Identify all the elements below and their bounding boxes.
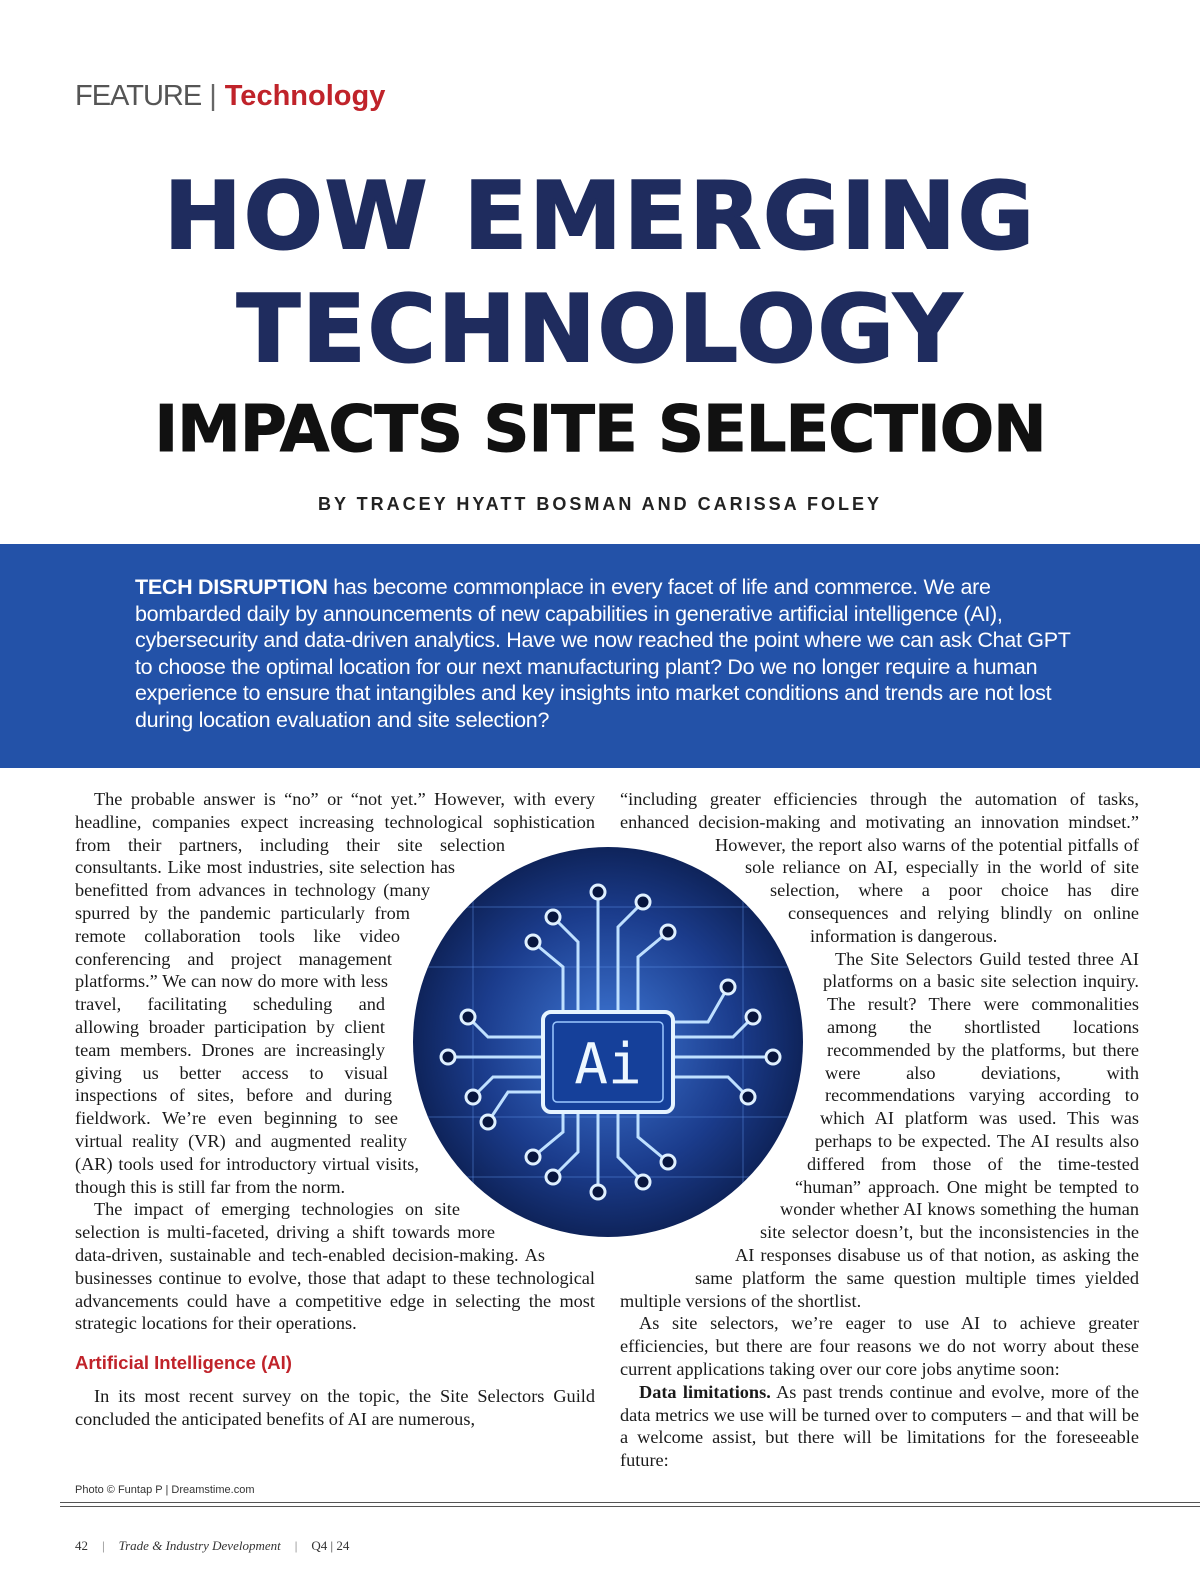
intro-deck [0,544,1200,768]
page-footer [75,1538,349,1554]
title-line-2: TECHNOLOGY [236,275,964,383]
kicker-label: FEATURE [75,80,202,112]
byline: BY TRACEY HYATT BOSMAN AND CARISSA FOLEY [317,494,883,514]
right-paragraph-3: As site selectors, we’re eager to use AI to achieve greater efficiencies, but there are four reasons we do not worry about these current applications taking over our core jobs anytime soon: [620,1313,1139,1379]
footer-rule [60,1502,1200,1503]
footer-rule-2 [60,1506,1200,1507]
left-paragraph-2: The impact of emerging technologies on site selection is multi-faceted, driving a shift towards more data-driven, sustainable and tech-enabled decision-making. As businesses continue to evolve, those that adapt to these technological advancements could have a competitive edge in selecting the most strategic locations for their operations. [75,1199,595,1334]
right-paragraph-4 [620,1381,1139,1472]
deck-paragraph [135,574,1080,733]
data-limitations-text: As past trends continue and evolve, more of the data metrics we use will be turned over to computers – and that will be a welcome assist, but there will be limitations for the foreseeable future: [620,1381,1139,1471]
kicker-section: Technology [224,80,386,112]
ai-circuit-photo [413,847,803,1237]
left-paragraph-3: In its most recent survey on the topic, the Site Selectors Guild concluded the anticipated benefits of AI are numerous, [75,1385,595,1429]
subhead-ai: Artificial Intelligence (AI) [75,1352,292,1374]
data-limitations-lead: Data limitations. [639,1381,771,1402]
left-paragraph-1: The probable answer is “no” or “not yet.” However, with every headline, companies expect increasing technological sophistication from their partners, including their site selection consultants. Like most industries, site selection has benefitted from advances in technology (many spurred by the pandemic particularly from remote collaboration tools like video conferencing and project management platforms.” We can now do more with less travel, facilitating scheduling and allowing broader participation by client team members. Drones are increasingly giving us better access to visual inspections of sites, before and during fieldwork. We’re even beginning to see virtual reality (VR) and augmented reality (AR) tools used for introductory virtual visits, though this is still far from the norm. [75,789,595,1197]
title-line-3: IMPACTS SITE SELECTION [154,393,1046,467]
right-paragraph-2: The Site Selectors Guild tested three AI platforms on a basic site selection inquiry. The result? There were commonalities among the shortlisted locations recommended by the platforms, but there were also deviations, with recommendations varying according to which AI platform was used. This was perhaps to be expected. The AI results also differed from those of the time-tested “human” approach. One might be tempted to wonder whether AI knows something the human site selector doesn’t, but the inconsistencies in the AI responses disabuse us of that notion, as asking the same platform the same question multiple times yielded multiple versions of the shortlist. [620,948,1139,1311]
deck-text: has become commonplace in every facet of life and commerce. We are bombarded daily by announcements of new capabilities in generative artificial intelligence (AI), cybersecurity and data-driven analytics. Have we now reached the point where we can ask Chat GPT to choose the optimal location for our next manufacturing plant? Do we no longer require a human experience to ensure that intangibles and key insights into market conditions and trends are not lost during location evaluation and site selection? [135,575,1071,732]
ai-chip-label: Ai [574,1032,642,1097]
right-paragraph-1: “including greater efficiencies through the automation of tasks, enhanced decision-making and motivating an innovation mindset.” However, the report also warns of the potential pitfalls of sole reliance on AI, especially in the world of site selection, where a poor choice has dire consequences and relying blindly on online information is dangerous. [620,789,1139,946]
deck-lead: TECH DISRUPTION [135,575,328,599]
title-line-1: HOW EMERGING [163,162,1037,270]
section-kicker [75,80,385,113]
issue-label: Q4 | 24 [311,1538,350,1553]
footer-divider-2: | [294,1538,298,1553]
kicker-divider: | [209,80,217,112]
page-number: 42 [75,1538,88,1553]
publication-name: Trade & Industry Development [118,1538,281,1553]
footer-divider: | [102,1538,105,1553]
photo-credit: Photo © Funtap P | Dreamstime.com [75,1484,255,1496]
